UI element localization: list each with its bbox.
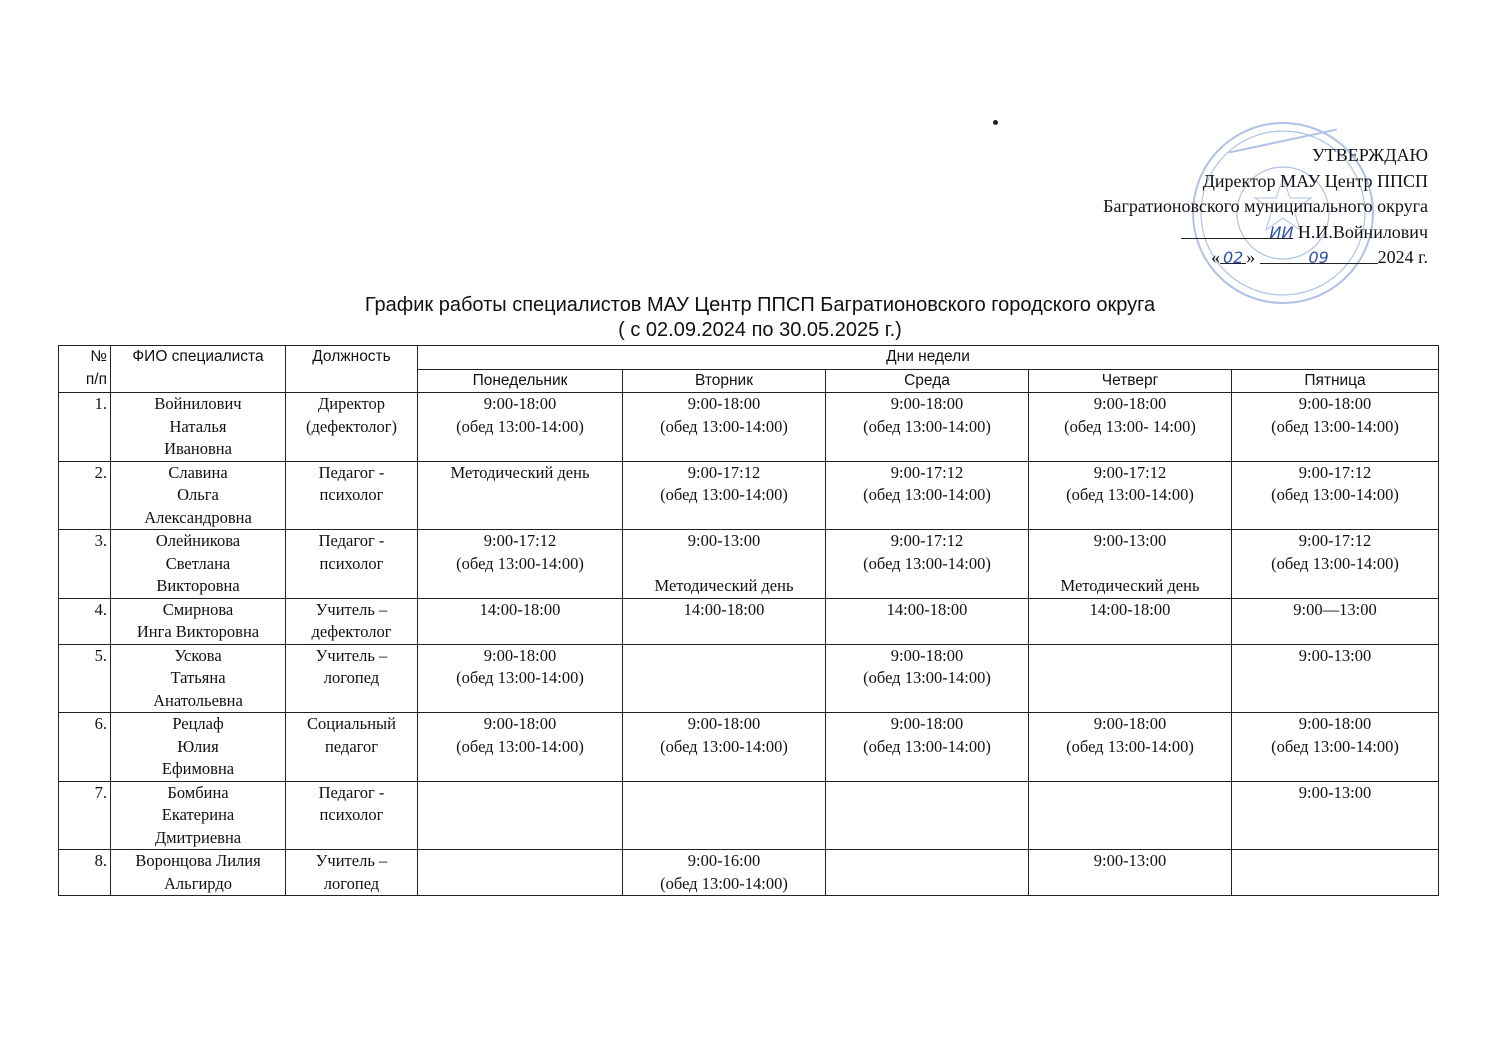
date-close-quote: » [1246, 247, 1256, 267]
header-day-thursday: Четверг [1029, 369, 1232, 393]
specialist-position-line: Педагог - [318, 531, 385, 550]
specialist-position-line: логопед [323, 873, 380, 893]
schedule-friday-line: 9:00-13:00 [1298, 645, 1372, 665]
table-row [59, 850, 1439, 896]
header-day-monday: Понедельник [418, 369, 623, 393]
schedule-monday [418, 461, 623, 530]
specialist-position [286, 850, 418, 896]
schedule-wednesday [826, 781, 1029, 850]
specialist-name-line: Рецлаф [172, 714, 224, 733]
specialist-name-line: Олейникова [155, 531, 241, 550]
specialist-name-line: Викторовна [156, 576, 240, 595]
specialist-name-line: Смирнова [162, 599, 234, 619]
specialist-name-line: Анатольевна [153, 690, 243, 710]
schedule-monday-line: 9:00-18:00 [483, 645, 557, 665]
schedule-tuesday-line: Методический день [654, 575, 794, 595]
specialist-position-line: Педагог - [318, 782, 385, 802]
header-row-1 [59, 346, 1439, 370]
approval-organization: Багратионовского муниципального округа [1103, 196, 1428, 216]
schedule-tuesday-line: 9:00-18:00 [687, 714, 761, 733]
approval-position: Директор МАУ Центр ППСП [1202, 170, 1428, 191]
table-row [59, 781, 1439, 850]
schedule-monday [418, 530, 623, 599]
date-year: 2024 г. [1377, 247, 1428, 267]
schedule-wednesday-line: 14:00-18:00 [886, 599, 968, 619]
row-number: 2. [59, 461, 111, 530]
header-day-wednesday: Среда [826, 369, 1029, 393]
specialist-name-line: Ольга [177, 485, 219, 504]
schedule-tuesday-line: 9:00-16:00 [687, 851, 761, 870]
schedule-thursday [1029, 461, 1232, 530]
specialist-name-line: Инга Викторовна [136, 622, 260, 641]
specialist-name [111, 850, 286, 896]
approval-date [1103, 245, 1428, 271]
schedule-friday-line: 9:00-17:12 [1298, 531, 1372, 550]
schedule-wednesday [826, 644, 1029, 713]
specialist-position [286, 598, 418, 644]
schedule-thursday-line: 9:00-17:12 [1093, 462, 1167, 482]
schedule-tuesday-line: (обед 13:00-14:00) [660, 485, 788, 504]
date-open-quote: « [1211, 247, 1221, 267]
schedule-friday [1232, 850, 1439, 896]
schedule-wednesday-line: (обед 13:00-14:00) [863, 416, 991, 436]
schedule-thursday-line: 14:00-18:00 [1089, 599, 1171, 619]
row-number: 4. [59, 598, 111, 644]
schedule-thursday [1029, 850, 1232, 896]
schedule-monday [418, 598, 623, 644]
schedule-body [59, 393, 1439, 896]
schedule-wednesday-line: (обед 13:00-14:00) [863, 553, 991, 573]
specialist-position-line: Учитель – [315, 645, 388, 665]
schedule-thursday [1029, 781, 1232, 850]
specialist-position [286, 781, 418, 850]
specialist-name-line: Наталья [169, 416, 227, 436]
schedule-monday-line: 9:00-18:00 [483, 714, 557, 733]
schedule-tuesday-line: 9:00-13:00 [687, 531, 761, 550]
schedule-thursday-line: 9:00-13:00 [1093, 851, 1167, 870]
specialist-name-line: Юлия [177, 736, 219, 756]
header-num-line2: п/п [85, 370, 107, 388]
schedule-tuesday [623, 850, 826, 896]
specialist-position [286, 713, 418, 782]
schedule-tuesday [623, 461, 826, 530]
schedule-friday [1232, 713, 1439, 782]
document-period: ( с 02.09.2024 по 30.05.2025 г.) [618, 319, 902, 341]
schedule-tuesday-line: 9:00-18:00 [687, 394, 761, 413]
specialist-name [111, 530, 286, 599]
table-row [59, 644, 1439, 713]
schedule-monday [418, 781, 623, 850]
table-row [59, 530, 1439, 599]
schedule-friday-line: 9:00—13:00 [1293, 599, 1377, 619]
schedule-monday-line: (обед 13:00-14:00) [456, 553, 584, 573]
specialist-position-line: психолог [319, 805, 384, 824]
row-number: 6. [59, 713, 111, 782]
specialist-name-line: Светлана [165, 553, 231, 573]
schedule-friday-line: (обед 13:00-14:00) [1271, 485, 1399, 504]
schedule-monday [418, 644, 623, 713]
schedule-wednesday [826, 598, 1029, 644]
specialist-position [286, 461, 418, 530]
specialist-position-line: Педагог - [318, 462, 385, 482]
row-number: 1. [59, 393, 111, 462]
specialist-position-line: (дефектолог) [306, 416, 397, 436]
schedule-tuesday [623, 713, 826, 782]
schedule-friday-line: 9:00-13:00 [1298, 782, 1372, 802]
schedule-wednesday-line: (обед 13:00-14:00) [863, 668, 991, 687]
schedule-thursday [1029, 530, 1232, 599]
schedule-thursday-line: Методический день [1060, 575, 1200, 595]
schedule-tuesday [623, 393, 826, 462]
row-number: 3. [59, 530, 111, 599]
schedule-friday [1232, 781, 1439, 850]
signature-field [1181, 220, 1294, 242]
specialist-position-line: Социальный [307, 714, 396, 733]
schedule-thursday-line: 9:00-18:00 [1093, 714, 1167, 733]
specialist-name-line: Ивановна [164, 439, 232, 458]
schedule-friday [1232, 393, 1439, 462]
schedule-wednesday [826, 530, 1029, 599]
schedule-friday-line: 9:00-18:00 [1298, 714, 1372, 733]
schedule-wednesday [826, 713, 1029, 782]
specialist-position-line: логопед [323, 668, 380, 687]
schedule-thursday-line: (обед 13:00-14:00) [1066, 736, 1194, 756]
schedule-thursday-line: (обед 13:00-14:00) [1066, 485, 1194, 504]
schedule-monday-line: (обед 13:00-14:00) [456, 416, 584, 436]
specialist-name-line: Альгирдо [164, 873, 232, 893]
row-number: 7. [59, 781, 111, 850]
specialist-name-line: Бомбина [167, 782, 229, 802]
schedule-friday-line: 9:00-17:12 [1298, 462, 1372, 482]
schedule-friday-line: 9:00-18:00 [1298, 394, 1372, 413]
schedule-thursday [1029, 644, 1232, 713]
schedule-wednesday [826, 393, 1029, 462]
header-day-tuesday: Вторник [623, 369, 826, 393]
header-num-line1: № [90, 348, 107, 365]
header-position: Должность [286, 346, 418, 393]
specialist-name-line: Ускова [174, 645, 222, 665]
schedule-wednesday-line: 9:00-17:12 [890, 531, 964, 550]
specialist-position-line: Директор [318, 394, 385, 413]
stray-dot [993, 120, 998, 125]
schedule-tuesday-line: (обед 13:00-14:00) [660, 873, 788, 893]
specialist-name [111, 644, 286, 713]
schedule-wednesday-line: 9:00-18:00 [890, 394, 964, 413]
schedule-wednesday-line: (обед 13:00-14:00) [863, 736, 991, 756]
schedule-monday [418, 713, 623, 782]
schedule-thursday-line: 9:00-13:00 [1093, 531, 1167, 550]
schedule-monday [418, 393, 623, 462]
specialist-name-line: Воронцова Лилия [135, 851, 261, 870]
specialist-name [111, 713, 286, 782]
schedule-friday [1232, 530, 1439, 599]
schedule-tuesday-line: 9:00-17:12 [687, 462, 761, 482]
header-days-group: Дни недели [418, 346, 1439, 370]
schedule-wednesday [826, 850, 1029, 896]
date-day: 02 [1220, 245, 1246, 264]
schedule-tuesday [623, 530, 826, 599]
schedule-thursday [1029, 713, 1232, 782]
schedule-tuesday [623, 598, 826, 644]
schedule-wednesday-line: 9:00-18:00 [890, 645, 964, 665]
header-name: ФИО специалиста [111, 346, 286, 393]
specialist-position-line: психолог [319, 485, 384, 504]
schedule-friday-line: (обед 13:00-14:00) [1271, 736, 1399, 756]
schedule-tuesday [623, 644, 826, 713]
table-row [59, 393, 1439, 462]
schedule-friday-line: (обед 13:00-14:00) [1271, 553, 1399, 573]
handwritten-signature: ИИ [1269, 222, 1294, 242]
specialist-name [111, 393, 286, 462]
table-row [59, 461, 1439, 530]
schedule-monday-line: 14:00-18:00 [479, 599, 561, 619]
schedule-monday [418, 850, 623, 896]
schedule-tuesday [623, 781, 826, 850]
approval-signer: Н.И.Войнилович [1297, 221, 1428, 242]
specialist-position [286, 644, 418, 713]
specialist-name-line: Ефимовна [161, 759, 235, 778]
approval-signature-line [1103, 220, 1428, 246]
specialist-position-line: педагог [324, 736, 379, 756]
schedule-table [58, 345, 1439, 896]
approval-heading: УТВЕРЖДАЮ [1311, 145, 1428, 165]
schedule-tuesday-line [626, 553, 822, 575]
specialist-position [286, 530, 418, 599]
date-month: 09 [1260, 245, 1378, 264]
schedule-tuesday-line: 14:00-18:00 [683, 599, 765, 619]
schedule-tuesday-line: (обед 13:00-14:00) [660, 736, 788, 756]
schedule-monday-line: (обед 13:00-14:00) [456, 668, 584, 687]
specialist-position-line: Учитель – [315, 851, 388, 870]
schedule-friday [1232, 644, 1439, 713]
schedule-thursday [1029, 393, 1232, 462]
schedule-friday-line: (обед 13:00-14:00) [1271, 416, 1399, 436]
document-title: График работы специалистов МАУ Центр ППСП Багратионовского городского округа [364, 294, 1156, 316]
specialist-name-line: Татьяна [170, 668, 226, 687]
specialist-name-line: Александровна [144, 507, 252, 527]
schedule-wednesday-line: 9:00-17:12 [890, 462, 964, 482]
row-number: 5. [59, 644, 111, 713]
specialist-name [111, 598, 286, 644]
schedule-thursday-line: 9:00-18:00 [1093, 394, 1167, 413]
specialist-name [111, 461, 286, 530]
schedule-thursday [1029, 598, 1232, 644]
specialist-name-line: Славина [168, 462, 228, 482]
schedule-wednesday-line: 9:00-18:00 [890, 714, 964, 733]
specialist-position-line: Учитель – [315, 599, 388, 619]
specialist-name [111, 781, 286, 850]
schedule-monday-line: 9:00-17:12 [483, 531, 557, 550]
specialist-name-line: Войнилович [154, 394, 242, 413]
schedule-monday-line: 9:00-18:00 [483, 394, 557, 413]
specialist-name-line: Дмитриевна [154, 827, 242, 847]
table-row [59, 713, 1439, 782]
schedule-monday-line: (обед 13:00-14:00) [456, 736, 584, 756]
specialist-position-line: дефектолог [311, 622, 392, 641]
schedule-thursday-line [1032, 553, 1228, 575]
schedule-wednesday-line: (обед 13:00-14:00) [863, 485, 991, 504]
row-number: 8. [59, 850, 111, 896]
schedule-tuesday-line: (обед 13:00-14:00) [660, 416, 788, 436]
specialist-position [286, 393, 418, 462]
schedule-wednesday [826, 461, 1029, 530]
schedule-friday [1232, 461, 1439, 530]
header-day-friday: Пятница [1232, 369, 1439, 393]
table-row [59, 598, 1439, 644]
specialist-name-line: Екатерина [161, 805, 235, 824]
approval-block [1103, 143, 1428, 271]
schedule-monday-line: Методический день [450, 462, 590, 482]
header-num [59, 346, 111, 393]
schedule-thursday-line: (обед 13:00- 14:00) [1064, 416, 1196, 436]
specialist-position-line: психолог [319, 553, 384, 573]
schedule-friday [1232, 598, 1439, 644]
